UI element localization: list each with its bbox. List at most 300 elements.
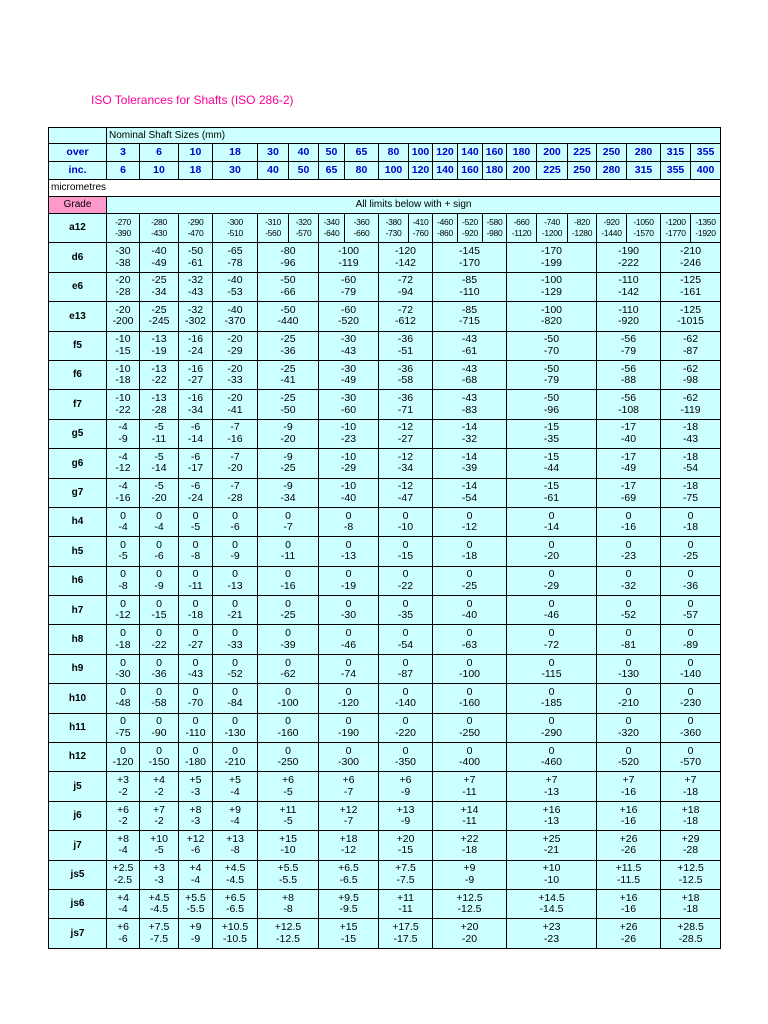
tolerance-cell	[258, 478, 319, 507]
lower-deviation: -48	[115, 697, 131, 710]
upper-deviation: 0	[687, 597, 694, 610]
lower-deviation: -60	[340, 403, 357, 416]
lower-deviation: -129	[540, 285, 562, 298]
tolerance-cell	[379, 566, 433, 595]
upper-deviation: -30	[115, 245, 131, 258]
lower-deviation: -54	[397, 638, 414, 651]
lower-deviation: -16	[280, 579, 296, 592]
upper-deviation: -5	[154, 421, 164, 434]
tolerance-cell	[258, 419, 319, 448]
tolerance-cell	[507, 449, 597, 478]
upper-deviation: 0	[120, 509, 126, 522]
upper-deviation: 0	[232, 509, 238, 522]
tolerance-cell	[568, 214, 597, 243]
upper-deviation: 0	[192, 627, 199, 640]
upper-deviation: +12.5	[274, 921, 302, 934]
tolerance-cell	[107, 302, 140, 331]
lower-deviation: -18	[115, 638, 131, 651]
lower-deviation: -10	[397, 521, 414, 534]
upper-deviation: 0	[548, 627, 555, 640]
upper-deviation: +5	[229, 774, 241, 787]
tolerance-cell	[258, 566, 319, 595]
tolerance-cell	[379, 272, 433, 301]
tolerance-cell	[433, 331, 507, 360]
tolerance-cell	[597, 243, 661, 272]
tolerance-cell	[179, 331, 213, 360]
upper-deviation: 0	[548, 685, 555, 698]
upper-deviation: 0	[285, 568, 291, 581]
upper-deviation: -740	[544, 217, 560, 228]
tolerance-cell	[507, 772, 597, 801]
grade-label: h9	[49, 654, 107, 683]
lower-deviation: -210	[617, 697, 639, 710]
lower-deviation: -612	[394, 315, 416, 328]
lower-deviation: -4.5	[149, 903, 169, 916]
tolerance-cell	[213, 537, 258, 566]
tolerance-cell	[140, 596, 179, 625]
tolerance-cell	[379, 596, 433, 625]
lower-deviation: -30	[340, 609, 357, 622]
upper-deviation: 0	[120, 568, 126, 581]
upper-deviation: -56	[620, 333, 637, 346]
upper-deviation: +4	[153, 774, 165, 787]
upper-deviation: +25	[542, 832, 561, 845]
lower-deviation: -16	[620, 785, 637, 798]
lower-deviation: -16	[620, 815, 637, 827]
lower-deviation: -83	[461, 403, 478, 416]
upper-deviation: -40	[227, 274, 243, 287]
size-over-cell: 50	[319, 144, 345, 162]
upper-deviation: -62	[682, 362, 699, 375]
tolerance-cell	[179, 360, 213, 389]
grade-row-g5	[49, 419, 721, 448]
upper-deviation: 0	[548, 509, 555, 522]
upper-deviation: -25	[151, 274, 167, 287]
lower-deviation: -14.5	[539, 903, 564, 916]
upper-deviation: 0	[625, 568, 632, 581]
tolerance-cell	[661, 860, 721, 889]
tolerance-cell	[661, 272, 721, 301]
grade-row-h8	[49, 625, 721, 654]
lower-deviation: -88	[620, 374, 637, 387]
lower-deviation: -7.5	[149, 932, 169, 945]
size-inc-cell: 160	[458, 162, 483, 180]
upper-deviation: +23	[542, 921, 561, 934]
tolerance-cell	[597, 214, 627, 243]
lower-deviation: -820	[540, 315, 562, 328]
lower-deviation: -22	[397, 579, 414, 592]
tolerance-cell	[140, 860, 179, 889]
tolerance-cell	[179, 625, 213, 654]
tolerance-cell	[319, 772, 379, 801]
upper-deviation: -56	[620, 392, 637, 405]
tolerance-cell	[661, 684, 721, 713]
tolerance-cell	[433, 272, 507, 301]
upper-deviation: 0	[548, 568, 555, 581]
grade-row-a12	[49, 214, 721, 243]
upper-deviation: -30	[340, 333, 357, 346]
lower-deviation: -20	[461, 932, 478, 945]
lower-deviation: -30	[115, 668, 131, 681]
lower-deviation: -6	[154, 550, 164, 563]
lower-deviation: -199	[540, 256, 562, 269]
upper-deviation: 0	[156, 656, 162, 669]
lower-deviation: -87	[682, 344, 699, 357]
tolerance-cell	[379, 801, 433, 830]
lower-deviation: -730	[385, 228, 402, 239]
upper-deviation: 0	[687, 656, 694, 669]
lower-deviation: -90	[151, 726, 167, 739]
tolerance-cell	[379, 537, 433, 566]
tolerance-cell	[140, 214, 179, 243]
lower-deviation: -11	[462, 785, 477, 798]
lower-deviation: -47	[397, 491, 414, 504]
tolerance-cell	[140, 625, 179, 654]
upper-deviation: -17	[620, 480, 637, 493]
tolerance-cell	[597, 860, 661, 889]
lower-deviation: -79	[543, 374, 560, 387]
tolerance-cell	[213, 449, 258, 478]
upper-deviation: -25	[280, 333, 296, 346]
upper-deviation: +7	[545, 774, 558, 787]
upper-deviation: 0	[192, 538, 199, 551]
tolerance-cell	[179, 713, 213, 742]
lower-deviation: -32	[461, 432, 478, 445]
upper-deviation: 0	[548, 744, 555, 757]
tolerance-cell	[661, 390, 721, 419]
tolerance-cell	[661, 801, 721, 830]
tolerance-cell	[319, 860, 379, 889]
tolerance-cell	[345, 214, 379, 243]
tolerance-cell	[258, 537, 319, 566]
tolerance-cell	[433, 478, 507, 507]
lower-deviation: -32	[620, 579, 637, 592]
upper-deviation: +16	[542, 803, 561, 816]
tolerance-cell	[661, 596, 721, 625]
lower-deviation: -12	[461, 521, 478, 534]
upper-deviation: 0	[232, 597, 238, 610]
upper-deviation: -7	[230, 450, 240, 463]
tolerance-cell	[258, 507, 319, 536]
upper-deviation: -25	[280, 392, 296, 405]
upper-deviation: 0	[402, 627, 409, 640]
upper-deviation: 0	[687, 538, 694, 551]
tolerance-cell	[458, 214, 483, 243]
upper-deviation: 0	[120, 744, 126, 757]
tolerance-cell	[107, 831, 140, 860]
upper-deviation: +15	[339, 921, 358, 934]
tolerance-cell	[597, 478, 661, 507]
grade-row-h9	[49, 654, 721, 683]
tolerance-cell	[179, 507, 213, 536]
lower-deviation: -980	[486, 228, 503, 239]
tolerance-cell	[258, 801, 319, 830]
lower-deviation: -96	[543, 403, 560, 416]
upper-deviation: +14	[460, 803, 479, 816]
upper-deviation: -4	[118, 450, 128, 463]
lower-deviation: -15	[397, 550, 414, 563]
upper-deviation: 0	[548, 597, 555, 610]
tolerance-cell	[433, 889, 507, 918]
lower-deviation: -79	[620, 344, 637, 357]
tolerance-cell	[661, 889, 721, 918]
lower-deviation: -4	[118, 844, 128, 857]
lower-deviation: -21	[543, 844, 560, 857]
size-over-cell: 140	[458, 144, 483, 162]
lower-deviation: -35	[397, 609, 414, 622]
upper-deviation: +5	[189, 774, 202, 787]
upper-deviation: 0	[285, 656, 291, 669]
tolerance-cell	[319, 743, 379, 772]
tolerance-cell	[140, 831, 179, 860]
upper-deviation: +11	[396, 891, 415, 904]
tolerance-cell	[213, 654, 258, 683]
tolerance-cell	[319, 331, 379, 360]
tolerance-cell	[507, 537, 597, 566]
tolerance-cell	[661, 919, 721, 948]
lower-deviation: -36	[280, 344, 296, 357]
tolerance-cell	[213, 243, 258, 272]
lower-deviation: -5	[283, 815, 293, 827]
lower-deviation: -10	[280, 844, 296, 857]
grade-label: js6	[49, 889, 107, 918]
tolerance-cell	[507, 831, 597, 860]
lower-deviation: -21	[227, 609, 243, 622]
upper-deviation: -62	[682, 392, 699, 405]
lower-deviation: -6	[118, 932, 128, 945]
grade-header: Grade	[49, 197, 107, 214]
tolerance-cell	[433, 302, 507, 331]
upper-deviation: -9	[283, 421, 293, 434]
upper-deviation: +26	[619, 921, 638, 934]
tolerance-cell	[213, 625, 258, 654]
lower-deviation: -9	[464, 873, 475, 886]
upper-deviation: -110	[618, 303, 639, 316]
tolerance-cell	[661, 331, 721, 360]
lower-deviation: -15	[151, 609, 167, 622]
upper-deviation: +7	[684, 774, 697, 787]
grade-label: g5	[49, 419, 107, 448]
tolerance-cell	[213, 772, 258, 801]
upper-deviation: 0	[285, 685, 291, 698]
upper-deviation: -320	[295, 217, 312, 228]
tolerance-cell	[507, 684, 597, 713]
lower-deviation: -87	[397, 668, 414, 681]
lower-deviation: -110	[185, 726, 206, 739]
lower-deviation: -25	[682, 550, 699, 563]
grade-label: d6	[49, 243, 107, 272]
grade-label: e6	[49, 272, 107, 301]
grade-row-f7	[49, 390, 721, 419]
tolerance-cell	[258, 772, 319, 801]
upper-deviation: 0	[625, 509, 632, 522]
upper-deviation: +3	[153, 862, 165, 875]
upper-deviation: 0	[156, 597, 162, 610]
upper-deviation: +10.5	[221, 921, 249, 934]
tolerance-cell	[140, 478, 179, 507]
upper-deviation: +6	[399, 774, 412, 787]
upper-deviation: -15	[543, 450, 560, 463]
upper-deviation: +4.5	[148, 891, 170, 904]
lower-deviation: -29	[543, 579, 560, 592]
grade-row-e13	[49, 302, 721, 331]
lower-deviation: -520	[337, 315, 359, 328]
grade-label: h8	[49, 625, 107, 654]
tolerance-cell	[507, 272, 597, 301]
lower-deviation: -4	[230, 815, 240, 827]
tolerance-cell	[507, 360, 597, 389]
tolerance-cell	[258, 449, 319, 478]
tolerance-cell	[319, 919, 379, 948]
upper-deviation: 0	[345, 715, 352, 728]
lower-deviation: -12.5	[276, 932, 300, 945]
upper-deviation: -410	[412, 217, 429, 228]
tolerance-cell	[140, 772, 179, 801]
tolerance-cell	[379, 713, 433, 742]
lower-deviation: -16	[620, 903, 637, 916]
lower-deviation: -160	[277, 726, 299, 739]
size-inc-cell: 180	[483, 162, 507, 180]
grade-row-g7	[49, 478, 721, 507]
upper-deviation: -460	[437, 217, 453, 228]
upper-deviation: -36	[397, 333, 414, 346]
tolerance-cell	[507, 302, 597, 331]
upper-deviation: 0	[466, 744, 473, 757]
upper-deviation: 0	[120, 538, 126, 551]
lower-deviation: -25	[280, 462, 296, 475]
lower-deviation: -5.5	[186, 903, 205, 916]
grade-label: j5	[49, 772, 107, 801]
tolerance-cell	[140, 889, 179, 918]
lower-deviation: -89	[682, 638, 699, 651]
lower-deviation: -185	[540, 697, 562, 710]
tolerance-cell	[661, 566, 721, 595]
upper-deviation: 0	[625, 715, 632, 728]
upper-deviation: -100	[337, 245, 359, 258]
size-over-cell: 80	[379, 144, 409, 162]
lower-deviation: -75	[682, 491, 699, 504]
lower-deviation: -39	[280, 638, 296, 651]
tolerance-cell	[258, 390, 319, 419]
lower-deviation: -17	[187, 462, 204, 475]
upper-deviation: -43	[461, 362, 478, 375]
tolerance-cell	[258, 654, 319, 683]
upper-deviation: 0	[192, 744, 199, 757]
lower-deviation: -220	[394, 726, 416, 739]
lower-deviation: -27	[397, 432, 414, 445]
lower-deviation: -18	[187, 609, 204, 622]
tolerance-cell	[107, 478, 140, 507]
upper-deviation: -290	[187, 217, 204, 228]
lower-deviation: -250	[458, 726, 480, 739]
lower-deviation: -460	[540, 756, 562, 769]
tolerance-cell	[507, 596, 597, 625]
lower-deviation: -13	[340, 550, 357, 563]
tolerance-cell	[319, 889, 379, 918]
lower-deviation: -12.5	[678, 873, 703, 886]
upper-deviation: -1200	[665, 217, 686, 228]
upper-deviation: 0	[192, 597, 199, 610]
tolerance-cell	[107, 684, 140, 713]
upper-deviation: -4	[118, 480, 128, 493]
tolerance-cell	[379, 889, 433, 918]
tolerance-cell	[507, 331, 597, 360]
grade-label: js7	[49, 919, 107, 948]
upper-deviation: +11.5	[615, 862, 642, 875]
lower-deviation: -920	[617, 315, 639, 328]
upper-deviation: -50	[543, 362, 560, 375]
tolerance-cell	[213, 302, 258, 331]
tolerance-cell	[179, 566, 213, 595]
tolerance-cell	[433, 801, 507, 830]
tolerance-cell	[661, 507, 721, 536]
upper-deviation: 0	[192, 715, 199, 728]
grade-label: h11	[49, 713, 107, 742]
size-over-cell: 180	[507, 144, 537, 162]
tolerance-cell	[597, 713, 661, 742]
lower-deviation: -2	[118, 785, 128, 798]
upper-deviation: +12	[339, 803, 358, 816]
tolerance-cell	[597, 625, 661, 654]
lower-deviation: -20	[227, 462, 243, 475]
upper-deviation: 0	[687, 744, 694, 757]
units-row	[49, 180, 721, 197]
upper-deviation: -13	[151, 392, 167, 405]
tolerance-cell	[433, 243, 507, 272]
tolerance-cell	[409, 214, 433, 243]
lower-deviation: -119	[338, 256, 359, 269]
grade-row-js6	[49, 889, 721, 918]
tolerance-cell	[213, 860, 258, 889]
lower-deviation: -860	[437, 228, 453, 239]
lower-deviation: -25	[461, 579, 478, 592]
grade-label: g7	[49, 478, 107, 507]
upper-deviation: 0	[548, 538, 555, 551]
lower-deviation: -54	[461, 491, 478, 504]
upper-deviation: 0	[402, 656, 409, 669]
tolerance-cell	[140, 360, 179, 389]
lower-deviation: -51	[397, 344, 414, 357]
lower-deviation: -1200	[541, 228, 563, 239]
upper-deviation: 0	[120, 685, 126, 698]
lower-deviation: -142	[617, 285, 639, 298]
lower-deviation: -1280	[571, 228, 593, 239]
upper-deviation: +7.5	[395, 862, 416, 875]
grade-label: h10	[49, 684, 107, 713]
lower-deviation: -58	[151, 697, 167, 710]
tolerance-cell	[319, 272, 379, 301]
upper-deviation: -190	[617, 245, 639, 258]
lower-deviation: -53	[227, 285, 243, 298]
lower-deviation: -84	[227, 697, 243, 710]
grade-row-j5	[49, 772, 721, 801]
lower-deviation: -15	[397, 844, 414, 857]
tolerance-cell	[319, 625, 379, 654]
lower-deviation: -360	[680, 726, 702, 739]
lower-deviation: -4	[190, 873, 201, 886]
tolerance-cell	[258, 302, 319, 331]
tolerance-cell	[289, 214, 319, 243]
upper-deviation: +4	[189, 862, 202, 875]
upper-deviation: -110	[618, 274, 639, 287]
lower-deviation: -4	[118, 521, 128, 534]
tolerance-cell	[107, 801, 140, 830]
lower-deviation: -108	[617, 403, 639, 416]
tolerance-cell	[433, 919, 507, 948]
grade-row-f5	[49, 331, 721, 360]
size-over-cell: 40	[289, 144, 319, 162]
tolerance-cell	[140, 302, 179, 331]
